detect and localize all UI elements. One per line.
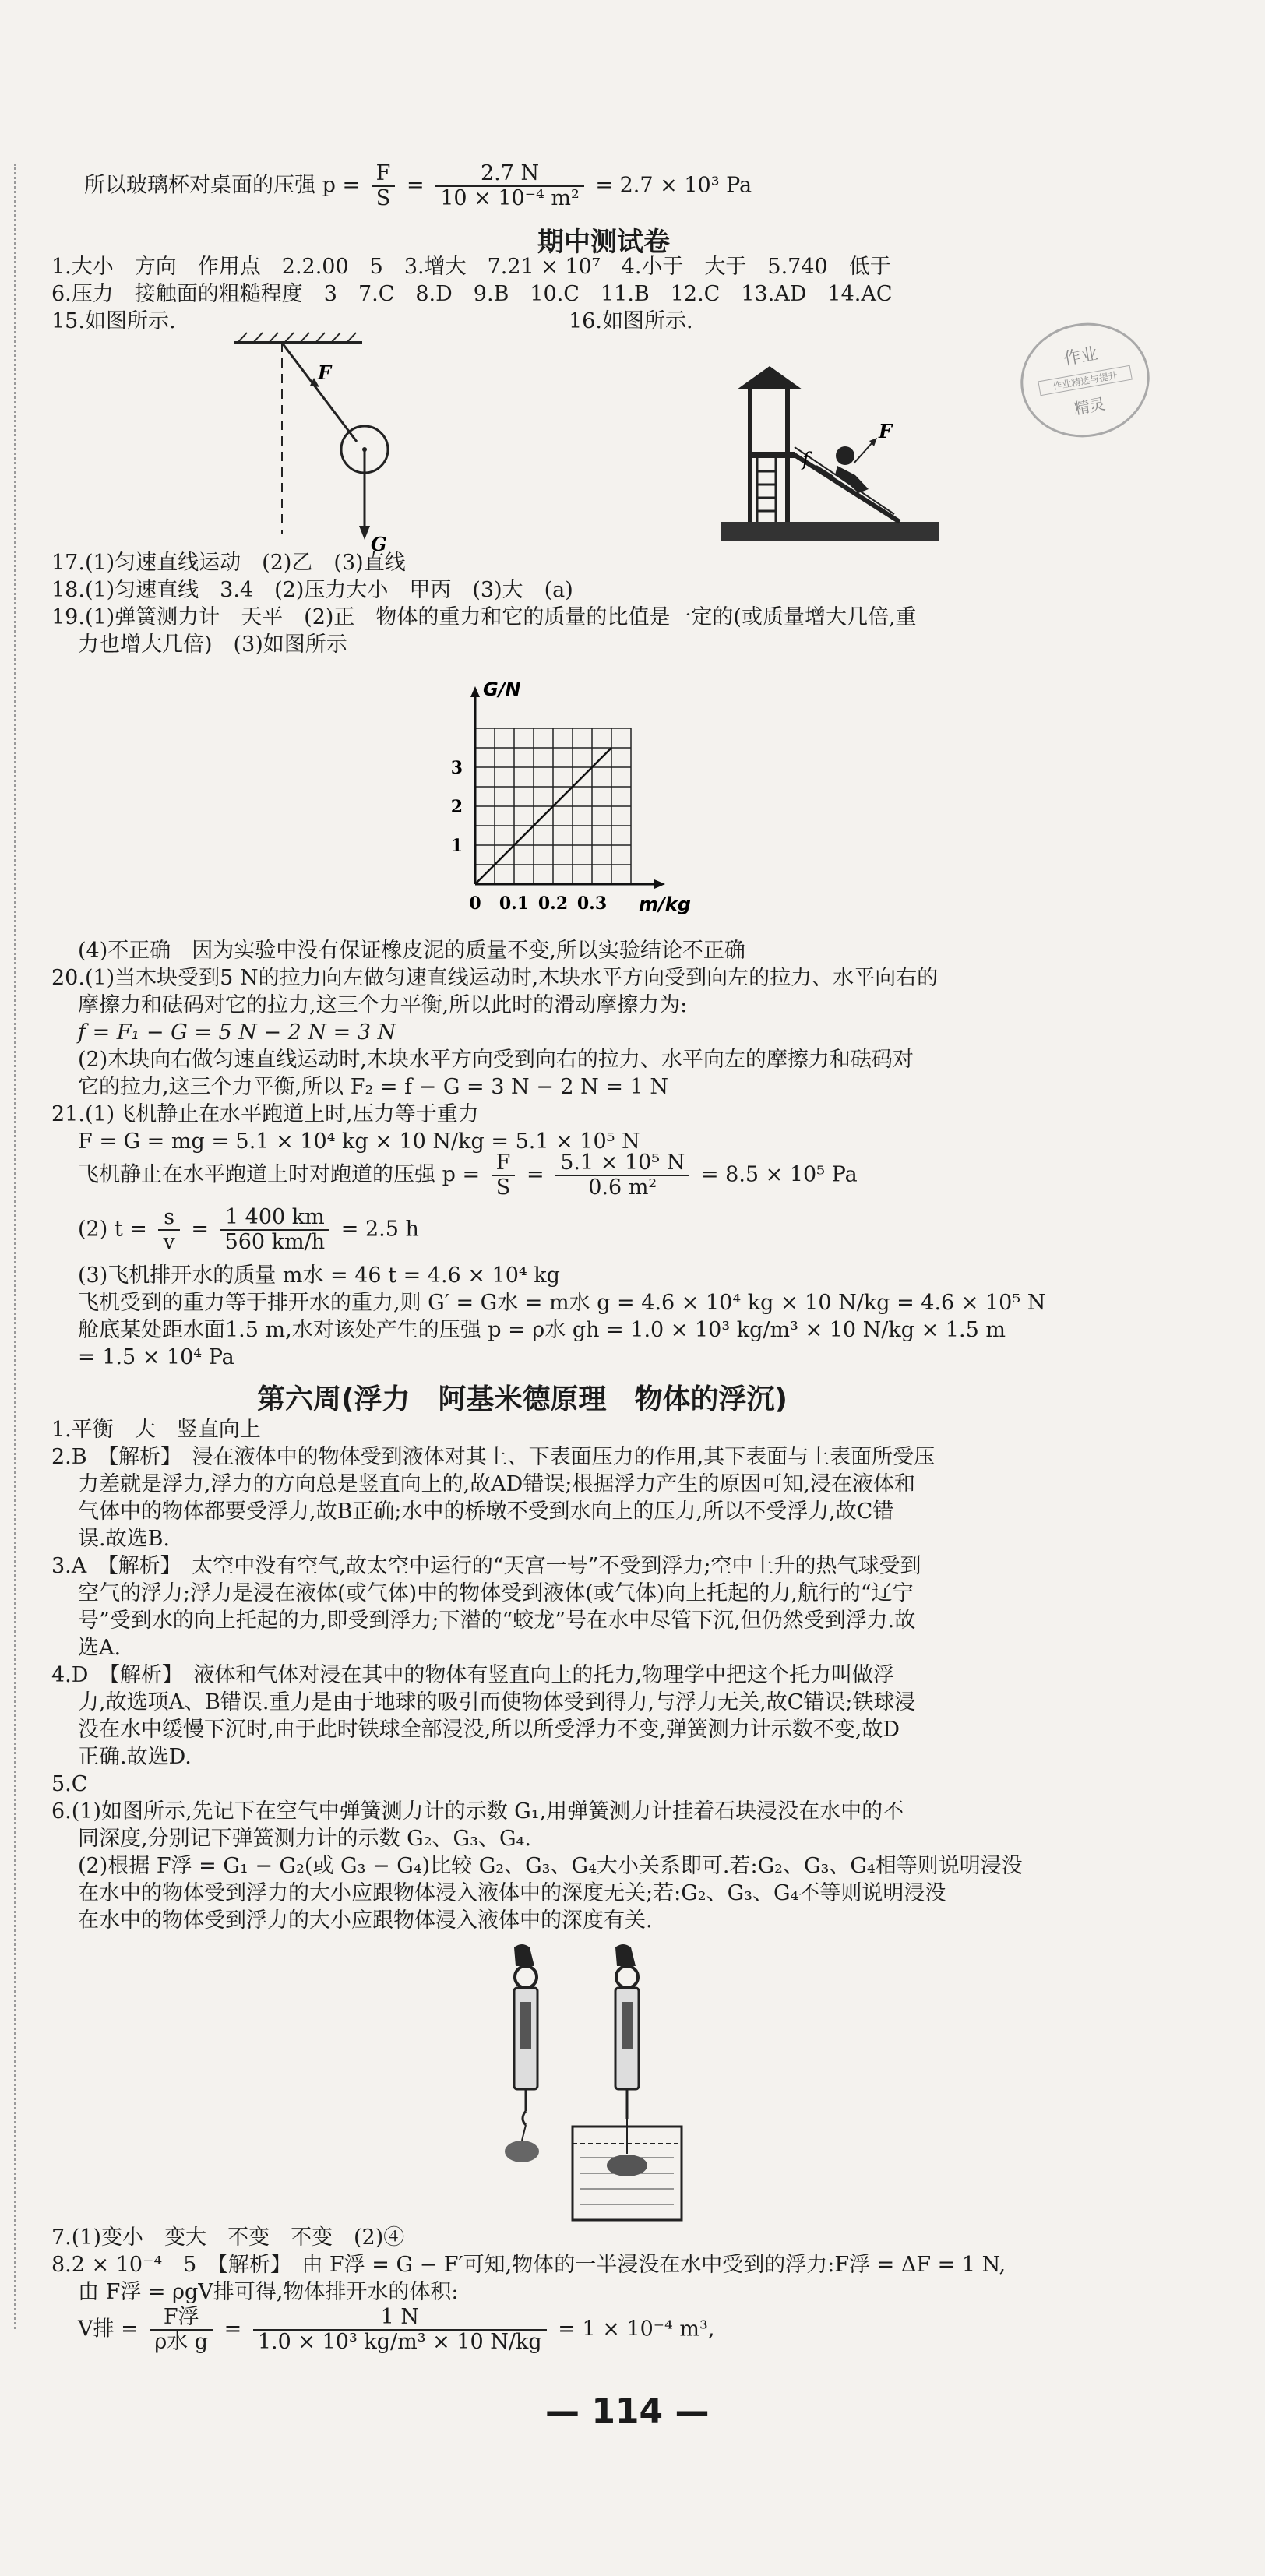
top-pressure-formula: 所以玻璃杯对桌面的压强 p = $\frac{F}{S}$ = $\frac{2.7 N}{\text{10 × 10⁻⁴ m²}}$ = 2.7 × 10³ Pa [84, 161, 752, 210]
answer-line: 2.B 【解析】 浸在液体中的物体受到液体对其上、下表面压力的作用,其下表面与上表面所受压 [51, 1445, 936, 1469]
answer-line: 它的拉力,这三个力平衡,所以 F₂ = f − G = 3 N − 2 N = 1 N [78, 1075, 668, 1099]
answer-line: = 1.5 × 10⁴ Pa [78, 1345, 234, 1369]
answer-line: F = G = mg = 5.1 × 10⁴ kg × 10 N/kg = 5.1 × 10⁵ N [78, 1129, 640, 1154]
series-line [475, 748, 611, 884]
answer-line: 摩擦力和砝码对它的拉力,这三个力平衡,所以此时的滑动摩擦力为: [78, 993, 688, 1017]
stone-water [607, 2155, 647, 2176]
answer-line: 1.平衡 大 竖直向上 [51, 1418, 261, 1442]
y-tick-label: 2 [450, 797, 463, 817]
fraction: $\frac{\text{5.1 × 10⁵ N}}{\text{0.6 m²}}$ [555, 1151, 689, 1200]
spring-scale-air [505, 1944, 539, 2162]
answer-line: 舱底某处距水面1.5 m,水对该处产生的压强 p = ρ水 gh = 1.0 × 10³ kg/m³ × 10 N/kg × 1.5 m [78, 1318, 1006, 1342]
answer-line: (3)飞机排开水的质量 m水 = 46 t = 4.6 × 10⁴ kg [78, 1263, 560, 1288]
answer-line: 力也增大几倍) (3)如图所示 [78, 633, 347, 657]
answer-line: 1.大小 方向 作用点 2.2.00 5 3.增大 7.21 × 10⁷ 4.小于 大于 5.740 低于 [51, 255, 891, 279]
y-axis-arrow [470, 686, 480, 697]
answer-line: 6.(1)如图所示,先记下在空气中弹簧测力计的示数 G₁,用弹簧测力计挂着石块浸没在水中的不 [51, 1799, 904, 1824]
fraction: $\frac{1 400 km}{560 km/h}$ [220, 1206, 330, 1254]
answer-line: 号”受到水的向上托起的力,即受到浮力;下潜的“蛟龙”号在水中尽管下沉,但仍然受到浮力.故 [78, 1609, 916, 1633]
q16-text: 16.如图所示. [569, 309, 693, 333]
slide-roof [737, 366, 802, 389]
x-axis-label: m/kg [639, 893, 691, 915]
answer-line: 选A. [78, 1636, 122, 1660]
stone-air [505, 2141, 539, 2162]
time-formula: (2) t = $\frac{s}{v}$ = $\frac{1 400 km}{560 km/h}$ = 2.5 h [78, 1205, 419, 1254]
ground [721, 522, 939, 541]
watermark-stamp [1012, 313, 1159, 448]
answer-line: 17.(1)匀速直线运动 (2)乙 (3)直线 [51, 551, 406, 575]
answer-line: 在水中的物体受到浮力的大小应跟物体浸入液体中的深度无关;若:G₂、G₃、G₄不等则说明浸没 [78, 1881, 946, 1905]
answer-line: 18.(1)匀速直线 3.4 (2)压力大小 甲丙 (3)大 (a) [51, 578, 573, 602]
fraction: $\frac{1 N}{\text{1.0 × 10³ kg/m³ × 10 N/kg}}$ [253, 2306, 547, 2354]
string [282, 343, 357, 442]
stamp-text-1: 作业 [1062, 344, 1100, 370]
slide-surface [795, 455, 900, 522]
answer-line: 20.(1)当木块受到5 N的拉力向左做匀速直线运动时,木块水平方向受到向左的拉力、水平向右的 [51, 966, 939, 990]
answer-line: 4.D 【解析】 液体和气体对浸在其中的物体有竖直向上的托力,物理学中把这个托力叫做浮 [51, 1663, 894, 1687]
child-head [836, 446, 854, 465]
answer-line: 误.故选B. [78, 1527, 171, 1551]
binding-margin-line [14, 164, 16, 2329]
answer-line: 同深度,分别记下弹簧测力计的示数 G₂、G₃、G₄. [78, 1827, 531, 1851]
figure-pendulum [226, 331, 405, 557]
force-label-F: F [879, 420, 893, 442]
fraction: $\frac{F}{S}$ [492, 1151, 516, 1200]
answer-line: 6.压力 接触面的粗糙程度 3 7.C 8.D 9.B 10.C 11.B 12.C 13.AD 14.AC [51, 282, 893, 306]
stamp-text-3: 精灵 [1073, 394, 1107, 418]
page-number: — 114 — [545, 2391, 710, 2431]
answer-line: 21.(1)飞机静止在水平跑道上时,压力等于重力 [51, 1102, 479, 1126]
x-tick-label: 0 [469, 893, 481, 914]
answer-line: (4)不正确 因为实验中没有保证橡皮泥的质量不变,所以实验结论不正确 [78, 939, 745, 963]
q15-text: 15.如图所示. [51, 309, 176, 333]
fraction: $\frac{2.7 N}{\text{10 × 10⁻⁴ m²}}$ [435, 162, 584, 210]
figure-slide [717, 366, 943, 545]
pressure-formula: 飞机静止在水平跑道上时对跑道的压强 p = $\frac{F}{S}$ = $\frac{\text{5.1 × 10⁵ N}}{\text{0.6 m²}}$ = 8.5 × 10⁵ Pa [78, 1151, 858, 1200]
platform [748, 452, 795, 458]
volume-formula: V排 = $\frac{\text{F浮}}{\text{ρ水 g}}$ = $\frac{1 N}{\text{1.0 × 10³ kg/m³ × 10 N/kg}}$ = 1 × 10⁻⁴ m³, [78, 2305, 715, 2354]
answer-line: f = F₁ − G = 5 N − 2 N = 3 N [78, 1020, 396, 1045]
answer-line: 气体中的物体都要受浮力,故B正确;水中的桥墩不受到水向上的压力,所以不受浮力,故C错 [78, 1499, 894, 1524]
force-label-F: F [318, 361, 332, 384]
answer-line: 力差就是浮力,浮力的方向总是竖直向上的,故AD错误;根据浮力产生的原因可知,浸在液体和 [78, 1472, 915, 1496]
spring-scale-water [573, 1944, 682, 2220]
answer-line: 飞机受到的重力等于排开水的重力,则 G′ = G水 = m水 g = 4.6 × 10⁴ kg × 10 N/kg = 4.6 × 10⁵ N [78, 1291, 1046, 1315]
hand-right [615, 1944, 636, 1966]
answer-line: 没在水中缓慢下沉时,由于此时铁球全部浸没,所以所受浮力不变,弹簧测力计示数不变,故D [78, 1718, 900, 1742]
answer-line: (2)木块向右做匀速直线运动时,木块水平方向受到向右的拉力、水平向左的摩擦力和砝码对 [78, 1048, 914, 1072]
y-axis-label: G/N [483, 678, 521, 700]
friction-label-f: f [802, 449, 809, 470]
answer-line: 7.(1)变小 变大 不变 不变 (2)④ [51, 2225, 405, 2250]
answer-line: 19.(1)弹簧测力计 天平 (2)正 物体的重力和它的质量的比值是一定的(或质量增大几倍,重 [51, 605, 917, 629]
x-tick-label: 0.3 [576, 893, 608, 914]
answer-line: 8.2 × 10⁻⁴ 5 【解析】 由 F浮 = G − F′可知,物体的一半浸没在水中受到的浮力:F浮 = ΔF = 1 N, [51, 2253, 1006, 2277]
answer-line: 空气的浮力;浮力是浸在液体(或气体)中的物体受到液体(或气体)向上托起的力,航行的“辽宁 [78, 1581, 914, 1605]
y-tick-label: 3 [450, 758, 463, 778]
fraction: $\frac{s}{v}$ [158, 1206, 179, 1254]
x-axis-arrow [654, 879, 665, 889]
answer-line: (2)根据 F浮 = G₁ − G₂(或 G₃ − G₄)比较 G₂、G₃、G₄大小关系即可.若:G₂、G₃、G₄相等则说明浸没 [78, 1854, 1023, 1878]
section-title-week6: 第六周(浮力 阿基米德原理 物体的浮沉) [257, 1383, 788, 1415]
figure-spring-scales [467, 1940, 732, 2228]
section-title-midterm: 期中测试卷 [537, 227, 670, 258]
y-tick-label: 1 [450, 836, 463, 856]
ladder [757, 458, 776, 522]
gravity-label-G: G [371, 533, 387, 555]
stamp-text-2: 作业精选与提升 [1038, 365, 1132, 396]
x-tick-label: 0.2 [537, 893, 569, 914]
hand-left [514, 1944, 534, 1966]
answer-line: 正确.故选D. [78, 1745, 192, 1769]
x-tick-label: 0.1 [499, 893, 530, 914]
answer-line: 在水中的物体受到浮力的大小应跟物体浸入液体中的深度有关. [78, 1908, 653, 1933]
fraction: $\frac{\text{F浮}}{\text{ρ水 g}}$ [150, 2306, 213, 2354]
force-F-arrow [854, 442, 872, 463]
fraction: $\frac{F}{S}$ [372, 162, 396, 210]
gm-chart [444, 643, 756, 931]
answer-line: 由 F浮 = ρgV排可得,物体排开水的体积: [78, 2280, 459, 2304]
answer-line: 5.C [51, 1772, 88, 1796]
answer-line: 3.A 【解析】 太空中没有空气,故太空中运行的“天宫一号”不受到浮力;空中上升的热气球受到 [51, 1554, 921, 1578]
answer-line: 力,故选项A、B错误.重力是由于地球的吸引而使物体受到得力,与浮力无关,故C错误;铁球浸 [78, 1690, 916, 1714]
